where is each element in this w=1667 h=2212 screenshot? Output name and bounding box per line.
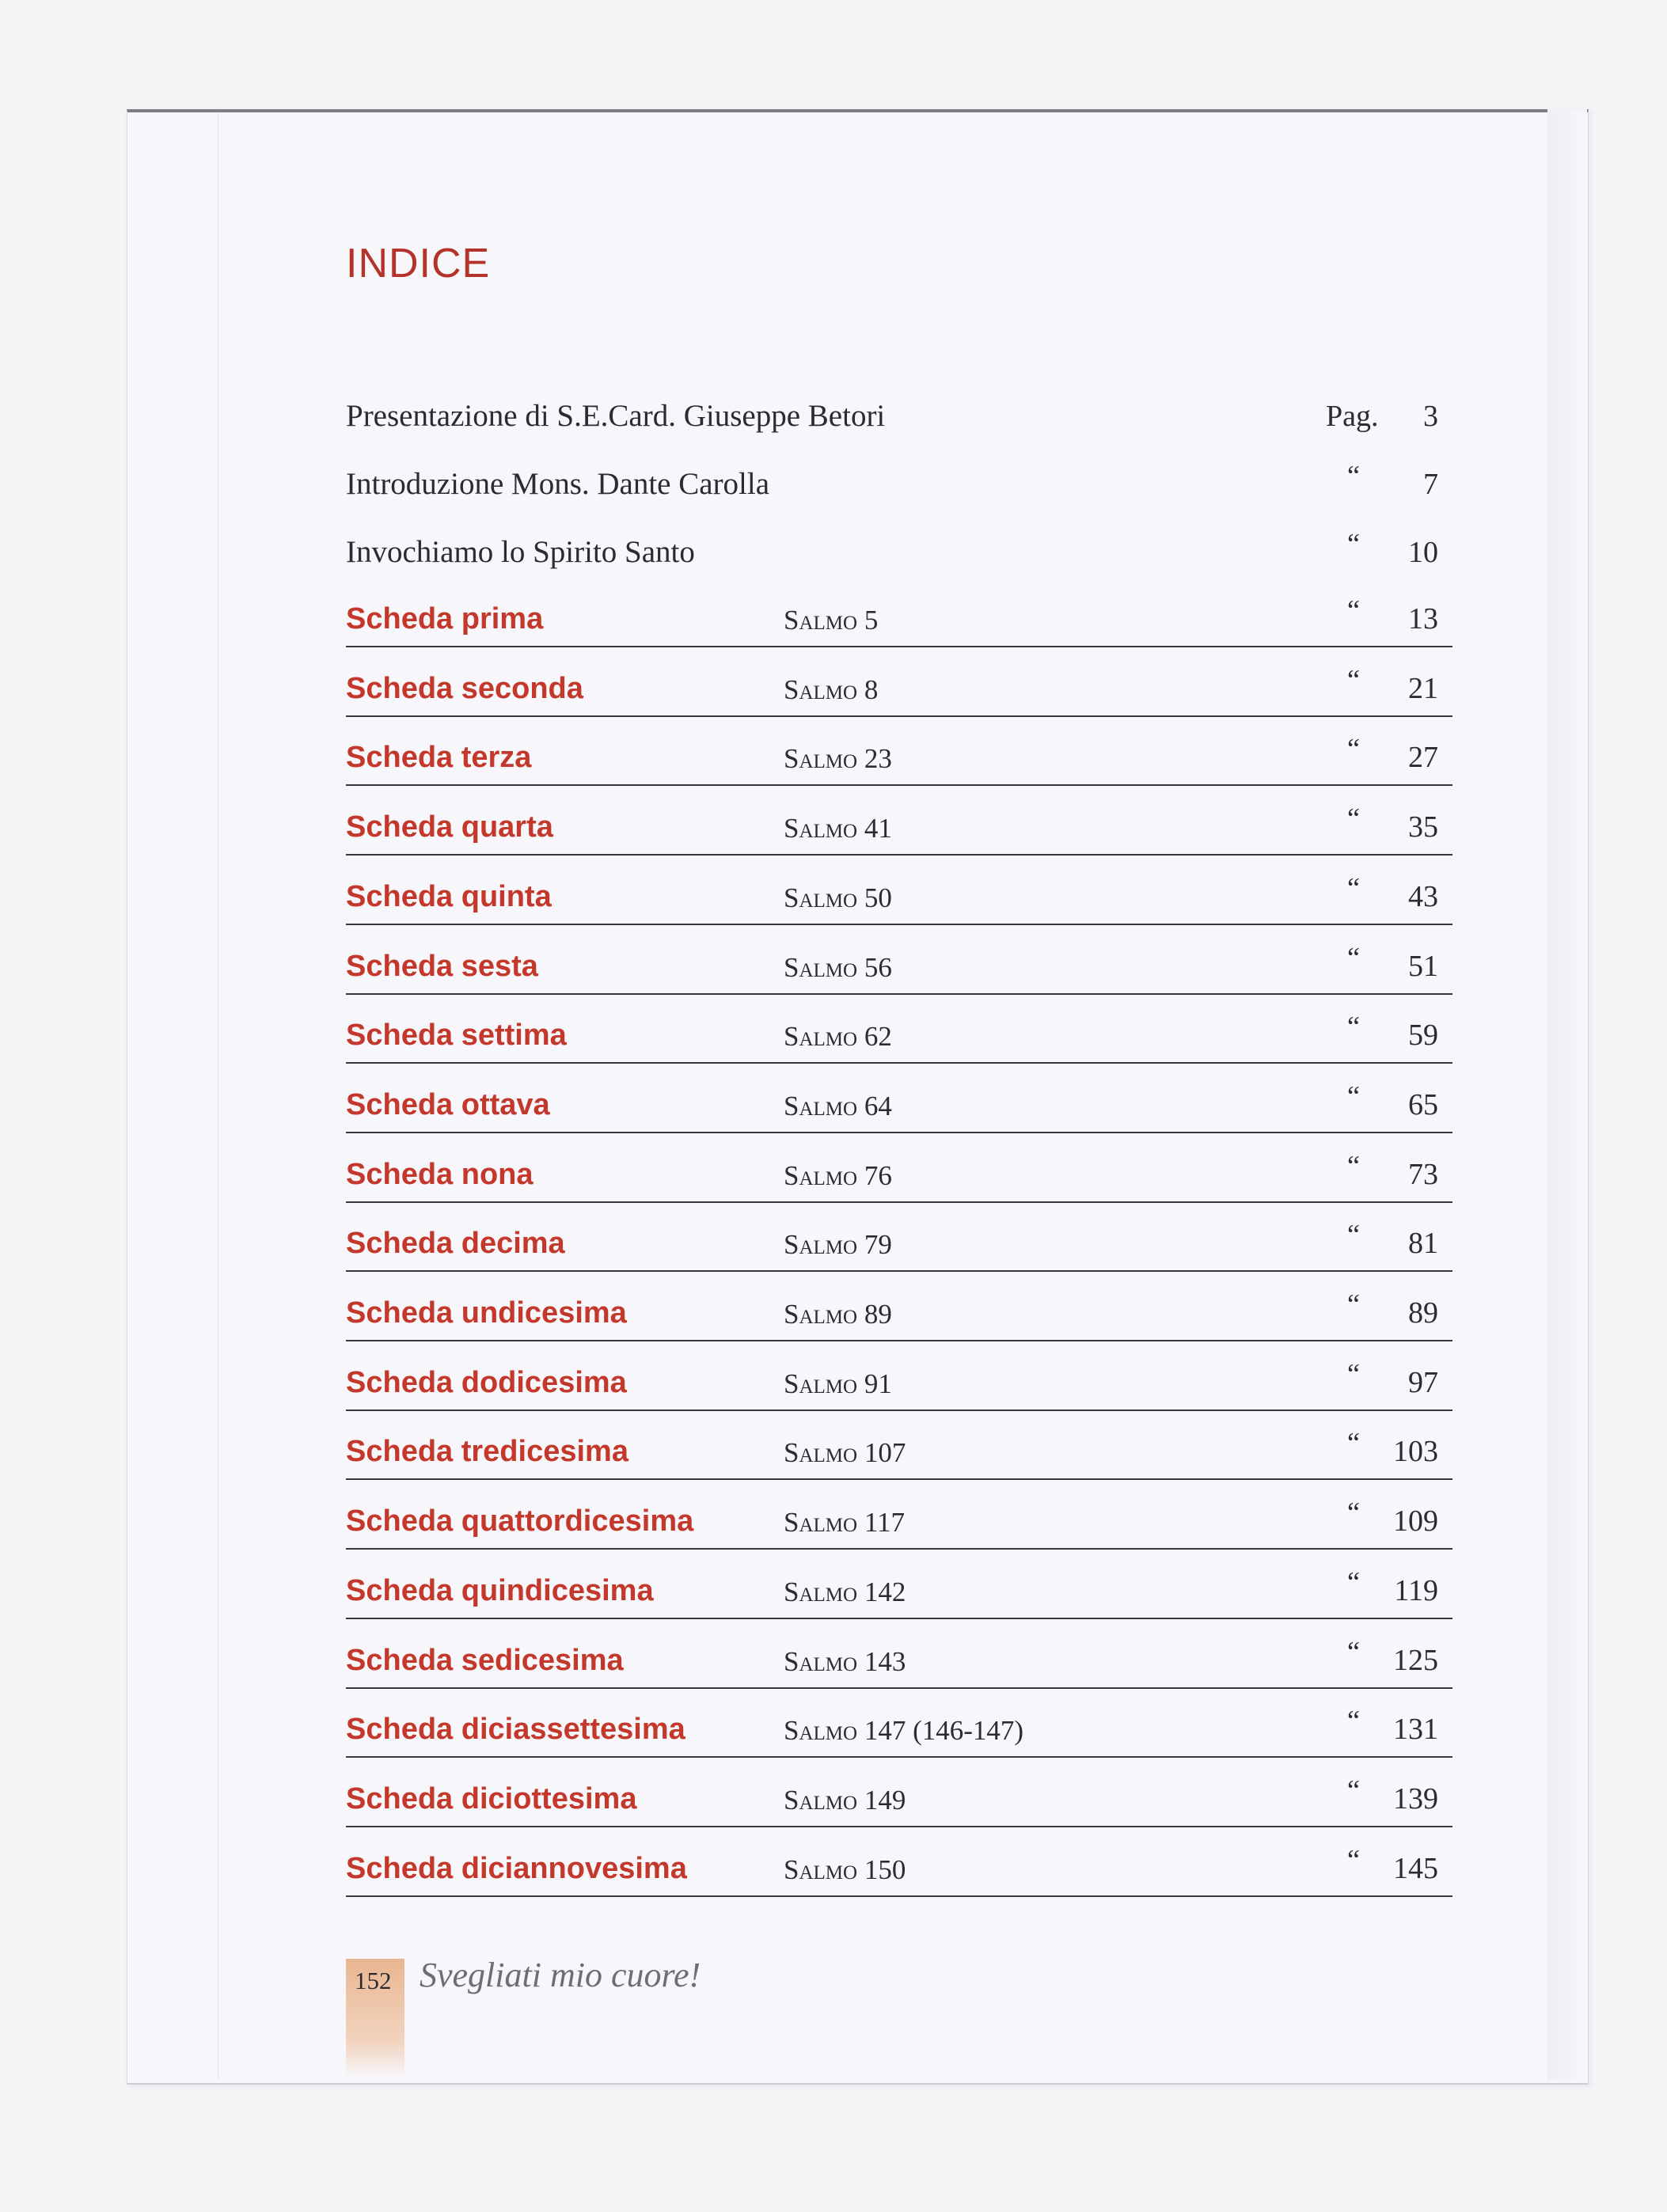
- toc-page-number: 89: [1408, 1296, 1438, 1330]
- ditto-mark: “: [1347, 1636, 1360, 1668]
- toc-page-number: 21: [1408, 672, 1438, 705]
- toc-page-number: 3: [1423, 400, 1438, 433]
- index-title: INDICE: [346, 241, 491, 286]
- scheda-title: Scheda sedicesima: [346, 1644, 624, 1677]
- toc-page-number: 81: [1408, 1227, 1438, 1260]
- salmo-reference: Salmo 89: [784, 1299, 892, 1330]
- scheda-title: Scheda settima: [346, 1019, 567, 1052]
- scheda-title: Scheda sesta: [346, 950, 538, 983]
- salmo-reference: Salmo 5: [784, 605, 879, 636]
- ditto-mark: “: [1347, 1011, 1360, 1042]
- toc-page-number: 65: [1408, 1088, 1438, 1121]
- toc-page-number: 59: [1408, 1019, 1438, 1052]
- salmo-reference: Salmo 147 (146-147): [784, 1715, 1024, 1746]
- toc-scheda-entry: [346, 992, 1452, 1064]
- ditto-mark: “: [1347, 1566, 1360, 1598]
- toc-scheda-entry: [346, 784, 1452, 856]
- toc-page-number: 109: [1393, 1504, 1438, 1538]
- ditto-mark: “: [1347, 1774, 1360, 1806]
- scheda-title: Scheda diciannovesima: [346, 1852, 687, 1885]
- toc-page-number: 131: [1393, 1713, 1438, 1746]
- scheda-title: Scheda quinta: [346, 880, 552, 913]
- toc-page-number: 7: [1423, 468, 1438, 501]
- toc-front-entry: [346, 442, 1452, 511]
- scheda-title: Scheda prima: [346, 602, 544, 636]
- toc-front-entry: [346, 374, 1452, 443]
- toc-scheda-entry: [346, 576, 1452, 647]
- running-title: Svegliati mio cuore!: [420, 1956, 701, 1994]
- salmo-reference: Salmo 143: [784, 1646, 906, 1677]
- toc-page-number: 73: [1408, 1158, 1438, 1191]
- toc-scheda-entry: [346, 1270, 1452, 1341]
- scheda-title: Scheda diciottesima: [346, 1782, 637, 1816]
- ditto-mark: “: [1347, 1288, 1360, 1320]
- salmo-reference: Salmo 76: [784, 1160, 892, 1191]
- toc-scheda-entry: [346, 1687, 1452, 1758]
- scheda-title: Scheda dodicesima: [346, 1366, 627, 1399]
- toc-page-number: 145: [1393, 1852, 1438, 1885]
- toc-page-number: 27: [1408, 741, 1438, 774]
- page-number: 152: [355, 1967, 392, 1994]
- toc-scheda-entry: [346, 924, 1452, 995]
- salmo-reference: Salmo 23: [784, 743, 892, 774]
- toc-page-number: 119: [1394, 1574, 1438, 1607]
- toc-scheda-entry: [346, 1478, 1452, 1550]
- toc-scheda-entry: [346, 1618, 1452, 1689]
- ditto-mark: “: [1347, 1080, 1360, 1112]
- ditto-mark: “: [1347, 1427, 1360, 1459]
- ditto-mark: “: [1347, 802, 1360, 834]
- toc-page-number: 125: [1393, 1644, 1438, 1677]
- salmo-reference: Salmo 142: [784, 1576, 906, 1607]
- toc-scheda-entry: [346, 646, 1452, 717]
- toc-page-number: 139: [1393, 1782, 1438, 1816]
- scheda-title: Scheda decima: [346, 1227, 565, 1260]
- toc-scheda-entry: [346, 1062, 1452, 1133]
- salmo-reference: Salmo 150: [784, 1854, 906, 1885]
- toc-entry-label: Introduzione Mons. Dante Carolla: [346, 467, 770, 501]
- toc-page-number: 97: [1408, 1366, 1438, 1399]
- salmo-reference: Salmo 56: [784, 952, 892, 983]
- ditto-mark: “: [1347, 1219, 1360, 1250]
- salmo-reference: Salmo 64: [784, 1091, 892, 1121]
- toc-front-entry: [346, 510, 1452, 579]
- ditto-mark: “: [1347, 872, 1360, 904]
- salmo-reference: Salmo 41: [784, 813, 892, 844]
- toc-page-number: 103: [1393, 1435, 1438, 1468]
- toc-scheda-entry: [346, 1409, 1452, 1480]
- ditto-mark: “: [1347, 528, 1360, 560]
- ditto-mark: “: [1347, 594, 1360, 626]
- scheda-title: Scheda tredicesima: [346, 1435, 628, 1468]
- salmo-reference: Salmo 91: [784, 1368, 892, 1399]
- ditto-mark: “: [1347, 664, 1360, 696]
- salmo-reference: Salmo 107: [784, 1437, 906, 1468]
- ditto-mark: “: [1347, 942, 1360, 973]
- scheda-title: Scheda quindicesima: [346, 1574, 654, 1607]
- toc-scheda-entry: [346, 1201, 1452, 1272]
- toc-scheda-entry: [346, 854, 1452, 925]
- scheda-title: Scheda quattordicesima: [346, 1504, 694, 1538]
- toc-page-number: 13: [1408, 602, 1438, 636]
- ditto-mark: “: [1347, 1705, 1360, 1736]
- scheda-title: Scheda nona: [346, 1158, 534, 1191]
- toc-scheda-entry: [346, 715, 1452, 786]
- ditto-mark: “: [1347, 1497, 1360, 1528]
- scheda-title: Scheda diciassettesima: [346, 1713, 685, 1746]
- ditto-mark: “: [1347, 1844, 1360, 1876]
- toc-entry-label: Presentazione di S.E.Card. Giuseppe Betori: [346, 399, 886, 433]
- toc-scheda-entry: [346, 1826, 1452, 1897]
- page-edge-shadow: [1547, 109, 1587, 2080]
- ditto-mark: “: [1347, 733, 1360, 765]
- toc-scheda-entry: [346, 1756, 1452, 1827]
- salmo-reference: Salmo 50: [784, 882, 892, 913]
- salmo-reference: Salmo 8: [784, 674, 879, 705]
- toc-page-number: 35: [1408, 810, 1438, 844]
- toc-scheda-entry: [346, 1132, 1452, 1203]
- toc-entry-label: Invochiamo lo Spirito Santo: [346, 535, 695, 569]
- pag-label: Pag.: [1326, 400, 1379, 433]
- toc-page-number: 43: [1408, 880, 1438, 913]
- salmo-reference: Salmo 62: [784, 1021, 892, 1052]
- scheda-title: Scheda undicesima: [346, 1296, 627, 1330]
- toc-scheda-entry: [346, 1548, 1452, 1619]
- salmo-reference: Salmo 149: [784, 1785, 906, 1816]
- toc-scheda-entry: [346, 1340, 1452, 1411]
- toc-page-number: 51: [1408, 950, 1438, 983]
- scheda-title: Scheda seconda: [346, 672, 583, 705]
- toc-page-number: 10: [1408, 536, 1438, 569]
- scheda-title: Scheda terza: [346, 741, 532, 774]
- scheda-title: Scheda quarta: [346, 810, 553, 844]
- ditto-mark: “: [1347, 1150, 1360, 1182]
- salmo-reference: Salmo 117: [784, 1507, 906, 1538]
- salmo-reference: Salmo 79: [784, 1229, 892, 1260]
- scheda-title: Scheda ottava: [346, 1088, 550, 1121]
- ditto-mark: “: [1347, 1358, 1360, 1390]
- ditto-mark: “: [1347, 460, 1360, 491]
